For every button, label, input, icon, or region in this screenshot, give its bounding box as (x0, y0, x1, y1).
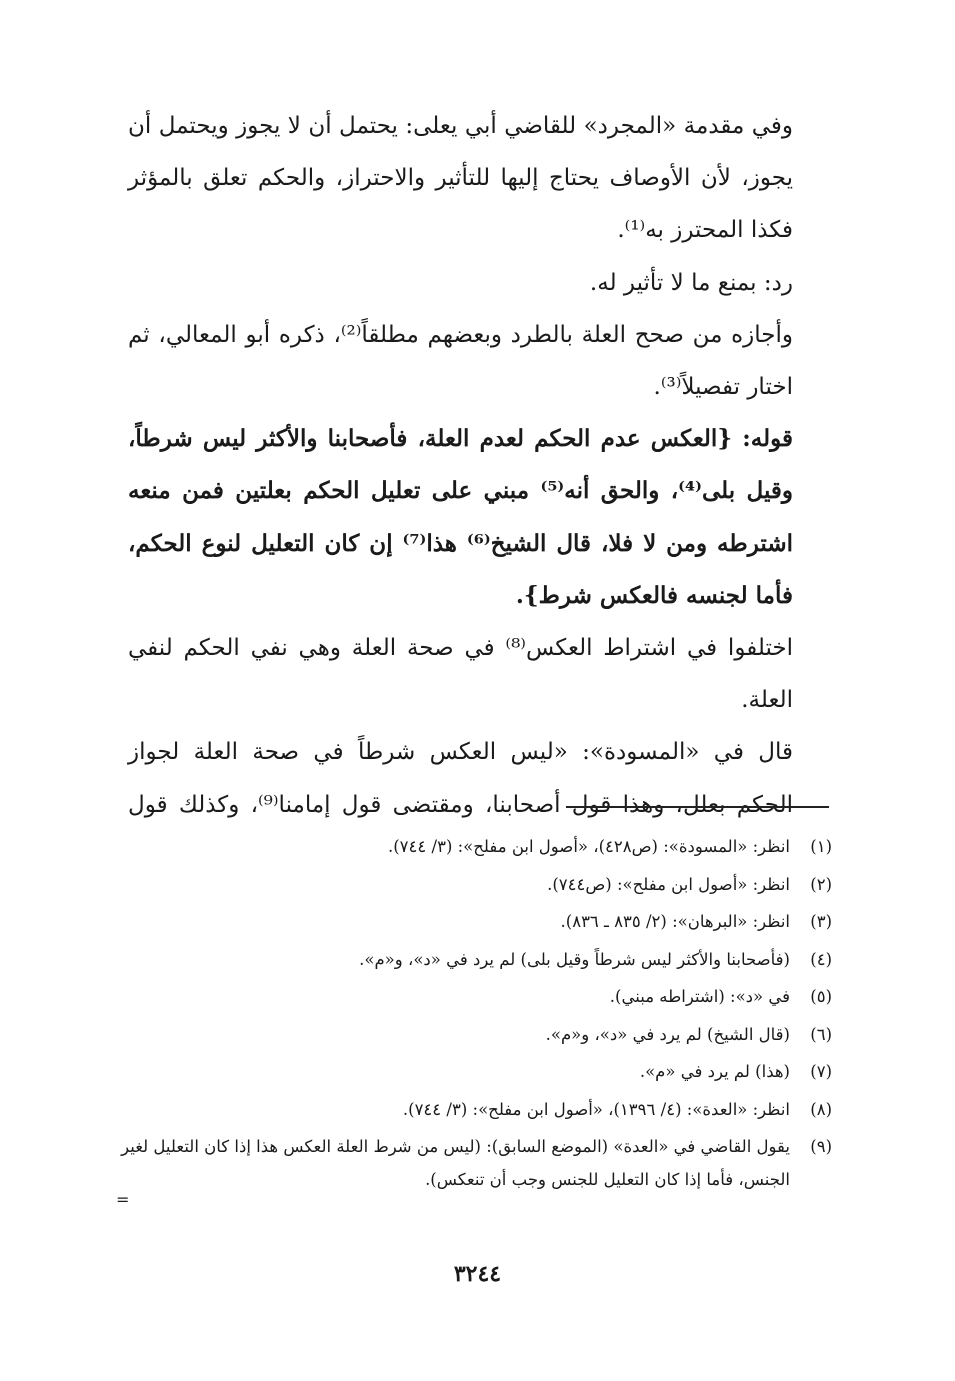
footnote-item (120, 828, 832, 866)
main-text (128, 100, 833, 831)
paragraph-ijazah: وأجازه من صحح العلة بالطرد وبعضهم مطلقاً⁽²⁾، ذكره أبو المعالي، ثم اختار تفصيلاً⁽³⁾. (128, 321, 794, 401)
paragraph-mujarrad: وفي مقدمة «المجرد» للقاضي أبي يعلى: يحتمل أن لا يجوز ويحتمل أن يجوز، لأن الأوصاف يحتاج إليها للتأثير والاحتراز، والحكم تعلق بالمؤثر فكذا المحترز به⁽¹⁾. (128, 113, 793, 244)
footnote-item (120, 903, 832, 941)
footnote-item (120, 1128, 832, 1196)
footnote-number: (٤) (810, 949, 832, 969)
paragraph-ikhtilaf: اختلفوا في اشتراط العكس⁽⁸⁾ في صحة العلة وهي نفي الحكم لنفي العلة. (128, 635, 793, 714)
footnote-number: (٦) (810, 1024, 832, 1044)
footnote-text: (قال الشيخ) لم يرد في «د»، و«م». (545, 1024, 790, 1044)
footnote-text: (فأصحابنا والأكثر ليس شرطاً وقيل بلى) لم يرد في «د»، و«م». (359, 949, 790, 969)
footnote-number: (٥) (810, 987, 832, 1006)
paragraph-musawwadah: قال في «المسودة»: «ليس العكس شرطاً في صحة العلة لجواز الحكم بعلل، وهذا قول أصحابنا، ومقتضى قول إمامنا⁽⁹⁾، وكذلك قول (128, 739, 793, 818)
footnote-item (120, 978, 832, 1016)
footnote-item (120, 866, 832, 904)
footnote-number: (٧) (810, 1062, 832, 1081)
footnote-item (120, 941, 832, 979)
footnote-number: (٣) (810, 912, 832, 931)
footnote-item (120, 1091, 832, 1129)
page-number: ٣٢٤٤ (453, 1261, 502, 1287)
footnote-item (120, 1053, 832, 1091)
footnote-number: (٨) (810, 1099, 832, 1119)
footnote-number: (٩) (810, 1137, 832, 1156)
footnote-text: يقول القاضي في «العدة» (الموضع السابق): (ليس من شرط العلة العكس هذا إذا كان التعليل لغير الجنس، فأما إذا كان التعليل للجنس وجب أن تنعكس). (121, 1137, 790, 1189)
footnotes (120, 828, 832, 1196)
footnote-text: انظر: «المسودة»: (ص٤٢٨)، «أصول ابن مفلح»: (٣/ ٧٤٤). (387, 837, 790, 856)
paragraph-reply: رد: بمنع ما لا تأثير له. (589, 269, 793, 296)
footnote-number: (٢) (810, 874, 832, 894)
paragraph-matn-qawluhu: قوله: {العكس عدم الحكم لعدم العلة، فأصحابنا والأكثر ليس شرطاً، وقيل بلى⁽⁴⁾، والحق أنه⁽⁵⁾ مبني على تعليل الحكم بعلتين فمن منعه اشترطه ومن لا فلا، قال الشيخ⁽⁶⁾ هذا⁽⁷⁾ إن كان التعليل لنوع الحكم، فأما لجنسه فالعكس شرط}. (128, 425, 794, 609)
footnote-text: (هذا) لم يرد في «م». (639, 1062, 790, 1081)
footnote-number: (١) (810, 837, 832, 856)
footnote-text: في «د»: (اشتراطه مبني). (609, 987, 790, 1006)
continuation-mark: = (116, 1190, 130, 1209)
footnote-text: انظر: «البرهان»: (٢/ ٨٣٥ ـ ٨٣٦). (560, 912, 790, 931)
footnote-separator (566, 806, 829, 808)
footnote-text: انظر: «أصول ابن مفلح»: (ص٧٤٤). (547, 874, 790, 894)
footnote-item (120, 1016, 832, 1054)
footnote-text: انظر: «العدة»: (٤/ ١٣٩٦)، «أصول ابن مفلح»: (٣/ ٧٤٤). (402, 1099, 790, 1119)
